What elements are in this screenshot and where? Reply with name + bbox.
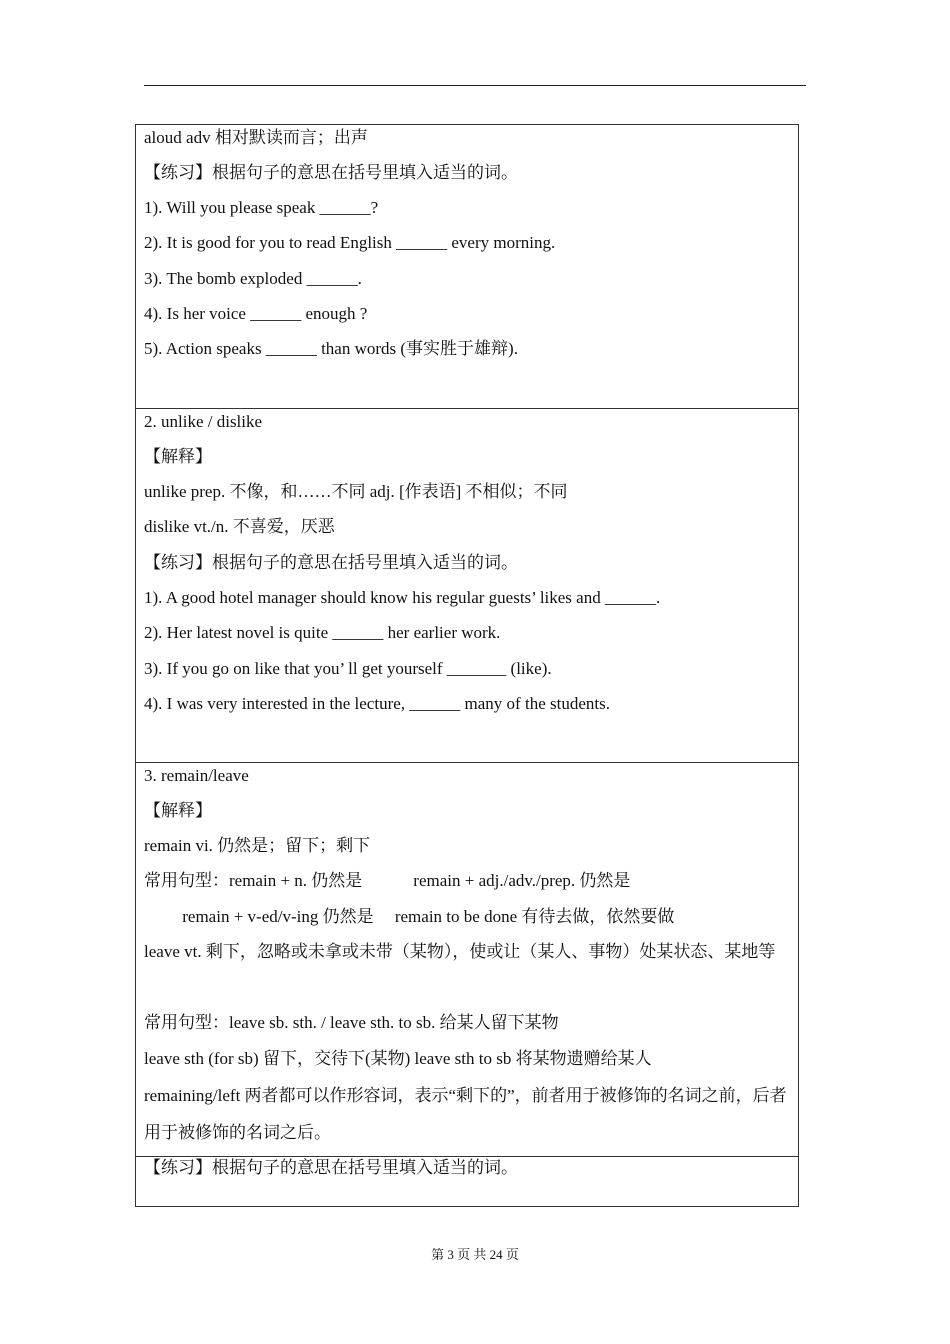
- definition-aloud: aloud adv 相对默读而言；出声: [144, 128, 368, 147]
- note-remaining-left: remaining/left 两者都可以作形容词，表示“剩下的”，前者用于被修饰的名词之前，后者用于被修饰的名词之后。: [144, 1086, 787, 1142]
- exercise-item: 1). Will you please speak ______?: [144, 198, 379, 217]
- definition-dislike: dislike vt./n. 不喜爱，厌恶: [144, 517, 335, 536]
- exercise-item: 5). Action speaks ______ than words (事实胜于雄辩).: [144, 339, 518, 358]
- header-rule: [144, 85, 806, 86]
- exercise-item: 3). If you go on like that you’ ll get yourself _______ (like).: [144, 659, 552, 678]
- exercise-heading: 【练习】根据句子的意思在括号里填入适当的词。: [144, 553, 518, 572]
- exercise-item: 4). I was very interested in the lecture, ______ many of the students.: [144, 694, 610, 713]
- explanation-heading: 【解释】: [144, 801, 212, 820]
- section-aloud: [135, 124, 799, 409]
- page-number: 第 3 页 共 24 页: [431, 1247, 519, 1262]
- pattern-remain-2: remain + v-ed/v-ing 仍然是 remain to be done 有待去做，依然要做: [144, 907, 675, 926]
- exercise-heading: 【练习】根据句子的意思在括号里填入适当的词。: [144, 1158, 518, 1177]
- exercise-item: 1). A good hotel manager should know his regular guests’ likes and ______.: [144, 588, 661, 607]
- pattern-leave-2: leave sth (for sb) 留下，交待下(某物) leave sth to sb 将某物遗赠给某人: [144, 1049, 652, 1068]
- definition-unlike: unlike prep. 不像，和……不同 adj. [作表语] 不相似；不同: [144, 482, 568, 501]
- pattern-leave-1: 常用句型：leave sb. sth. / leave sth. to sb. 给某人留下某物: [144, 1013, 559, 1032]
- section-remain-leave: [135, 762, 799, 1157]
- definition-remain: remain vi. 仍然是；留下；剩下: [144, 836, 371, 855]
- definition-leave: leave vt. 剩下，忽略或未拿或未带（某物），使或让（某人、事物）处某状态、某地等: [144, 942, 776, 961]
- exercise-item: 2). Her latest novel is quite ______ her earlier work.: [144, 623, 501, 642]
- explanation-heading: 【解释】: [144, 447, 212, 466]
- exercise-heading: 【练习】根据句子的意思在括号里填入适当的词。: [144, 163, 518, 182]
- section-title: 3. remain/leave: [144, 766, 249, 785]
- exercise-item: 4). Is her voice ______ enough ?: [144, 304, 368, 323]
- exercise-item: 2). It is good for you to read English ______ every morning.: [144, 233, 556, 252]
- section-exercise: [135, 1156, 799, 1207]
- pattern-remain-1: 常用句型：remain + n. 仍然是 remain + adj./adv./prep. 仍然是: [144, 871, 631, 890]
- section-title: 2. unlike / dislike: [144, 412, 263, 431]
- exercise-item: 3). The bomb exploded ______.: [144, 269, 362, 288]
- section-unlike-dislike: [135, 408, 799, 763]
